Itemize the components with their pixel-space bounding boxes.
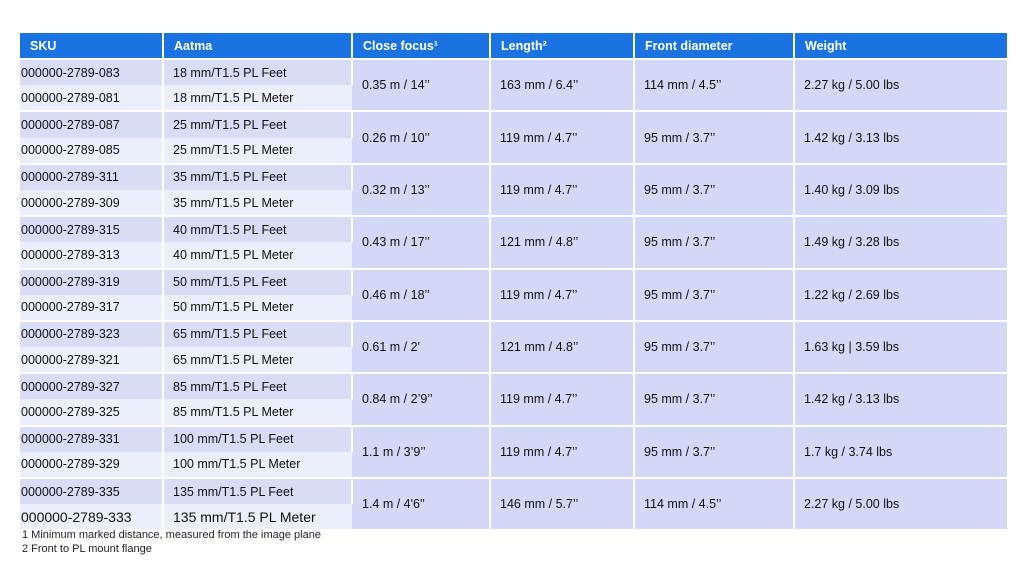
sku-cell: 000000-2789-333 (20, 504, 163, 529)
lens-name-cell: 35 mm/T1.5 PL Meter (163, 190, 352, 216)
table-row (20, 111, 1007, 137)
front-diameter-cell: 95 mm / 3.7’’ (634, 269, 794, 321)
front-diameter-cell: 95 mm / 3.7’’ (634, 111, 794, 163)
length-cell: 121 mm / 4.8’’ (490, 321, 634, 373)
lens-specs-table (20, 33, 1007, 529)
header-weight: Weight (794, 33, 1007, 59)
lens-name-cell: 18 mm/T1.5 PL Meter (163, 85, 352, 111)
front-diameter-cell: 95 mm / 3.7’’ (634, 426, 794, 478)
table-row (20, 321, 1007, 347)
front-diameter-cell: 95 mm / 3.7’’ (634, 373, 794, 425)
close-focus-cell: 0.35 m / 14’’ (352, 59, 490, 111)
weight-cell: 2.27 kg / 5.00 lbs (794, 478, 1007, 529)
lens-name-cell: 85 mm/T1.5 PL Meter (163, 399, 352, 425)
close-focus-cell: 1.4 m / 4'6'' (352, 478, 490, 529)
close-focus-cell: 0.46 m / 18’’ (352, 269, 490, 321)
length-cell: 121 mm / 4.8’’ (490, 216, 634, 268)
lens-name-cell: 25 mm/T1.5 PL Feet (163, 111, 352, 137)
header-front-diameter: Front diameter (634, 33, 794, 59)
length-cell: 146 mm / 5.7’’ (490, 478, 634, 529)
length-cell: 119 mm / 4.7’’ (490, 373, 634, 425)
sku-cell: 000000-2789-311 (20, 164, 163, 190)
length-cell: 163 mm / 6.4’’ (490, 59, 634, 111)
length-cell: 119 mm / 4.7’’ (490, 426, 634, 478)
lens-name-cell: 40 mm/T1.5 PL Feet (163, 216, 352, 242)
weight-cell: 1.63 kg | 3.59 lbs (794, 321, 1007, 373)
lens-name-cell: 25 mm/T1.5 PL Meter (163, 138, 352, 164)
length-cell: 119 mm / 4.7’’ (490, 269, 634, 321)
sku-cell: 000000-2789-313 (20, 242, 163, 268)
header-length: Length² (490, 33, 634, 59)
table-row (20, 426, 1007, 452)
table-row (20, 216, 1007, 242)
table-row (20, 59, 1007, 85)
lens-name-cell: 40 mm/T1.5 PL Meter (163, 242, 352, 268)
lens-name-cell: 65 mm/T1.5 PL Meter (163, 347, 352, 373)
table-row (20, 478, 1007, 504)
lens-name-cell: 18 mm/T1.5 PL Feet (163, 59, 352, 85)
weight-cell: 1.42 kg / 3.13 lbs (794, 373, 1007, 425)
footnote-2: 2 Front to PL mount flange (22, 543, 152, 555)
sku-cell: 000000-2789-309 (20, 190, 163, 216)
sku-cell: 000000-2789-321 (20, 347, 163, 373)
sku-cell: 000000-2789-323 (20, 321, 163, 347)
sku-cell: 000000-2789-083 (20, 59, 163, 85)
sku-cell: 000000-2789-315 (20, 216, 163, 242)
close-focus-cell: 0.61 m / 2' (352, 321, 490, 373)
length-cell: 119 mm / 4.7’’ (490, 111, 634, 163)
sku-cell: 000000-2789-319 (20, 269, 163, 295)
sku-cell: 000000-2789-331 (20, 426, 163, 452)
close-focus-cell: 0.43 m / 17’’ (352, 216, 490, 268)
lens-name-cell: 100 mm/T1.5 PL Meter (163, 452, 352, 478)
front-diameter-cell: 114 mm / 4.5’’ (634, 59, 794, 111)
weight-cell: 1.40 kg / 3.09 lbs (794, 164, 1007, 216)
footnote-1: 1 Minimum marked distance, measured from the image plane (22, 529, 321, 541)
header-aatma: Aatma (163, 33, 352, 59)
weight-cell: 1.22 kg / 2.69 lbs (794, 269, 1007, 321)
table-body (20, 59, 1007, 529)
sku-cell: 000000-2789-329 (20, 452, 163, 478)
table-row (20, 164, 1007, 190)
close-focus-cell: 0.26 m / 10’’ (352, 111, 490, 163)
lens-name-cell: 85 mm/T1.5 PL Feet (163, 373, 352, 399)
front-diameter-cell: 95 mm / 3.7’’ (634, 321, 794, 373)
front-diameter-cell: 114 mm / 4.5’’ (634, 478, 794, 529)
lens-name-cell: 65 mm/T1.5 PL Feet (163, 321, 352, 347)
close-focus-cell: 0.32 m / 13’’ (352, 164, 490, 216)
sku-cell: 000000-2789-085 (20, 138, 163, 164)
lens-name-cell: 135 mm/T1.5 PL Feet (163, 478, 352, 504)
sku-cell: 000000-2789-325 (20, 399, 163, 425)
weight-cell: 1.42 kg / 3.13 lbs (794, 111, 1007, 163)
lens-name-cell: 50 mm/T1.5 PL Feet (163, 269, 352, 295)
table-row (20, 373, 1007, 399)
front-diameter-cell: 95 mm / 3.7’’ (634, 216, 794, 268)
weight-cell: 1.49 kg / 3.28 lbs (794, 216, 1007, 268)
header-close-focus: Close focus¹ (352, 33, 490, 59)
length-cell: 119 mm / 4.7’’ (490, 164, 634, 216)
sku-cell: 000000-2789-335 (20, 478, 163, 504)
table-row (20, 269, 1007, 295)
lens-name-cell: 50 mm/T1.5 PL Meter (163, 295, 352, 321)
header-sku: SKU (20, 33, 163, 59)
sku-cell: 000000-2789-327 (20, 373, 163, 399)
sku-cell: 000000-2789-317 (20, 295, 163, 321)
weight-cell: 2.27 kg / 5.00 lbs (794, 59, 1007, 111)
close-focus-cell: 0.84 m / 2’9’’ (352, 373, 490, 425)
sku-cell: 000000-2789-081 (20, 85, 163, 111)
sku-cell: 000000-2789-087 (20, 111, 163, 137)
close-focus-cell: 1.1 m / 3’9’’ (352, 426, 490, 478)
weight-cell: 1.7 kg / 3.74 lbs (794, 426, 1007, 478)
lens-name-cell: 35 mm/T1.5 PL Feet (163, 164, 352, 190)
lens-name-cell: 135 mm/T1.5 PL Meter (163, 504, 352, 529)
front-diameter-cell: 95 mm / 3.7’’ (634, 164, 794, 216)
table-header-row (20, 33, 1007, 59)
lens-name-cell: 100 mm/T1.5 PL Feet (163, 426, 352, 452)
